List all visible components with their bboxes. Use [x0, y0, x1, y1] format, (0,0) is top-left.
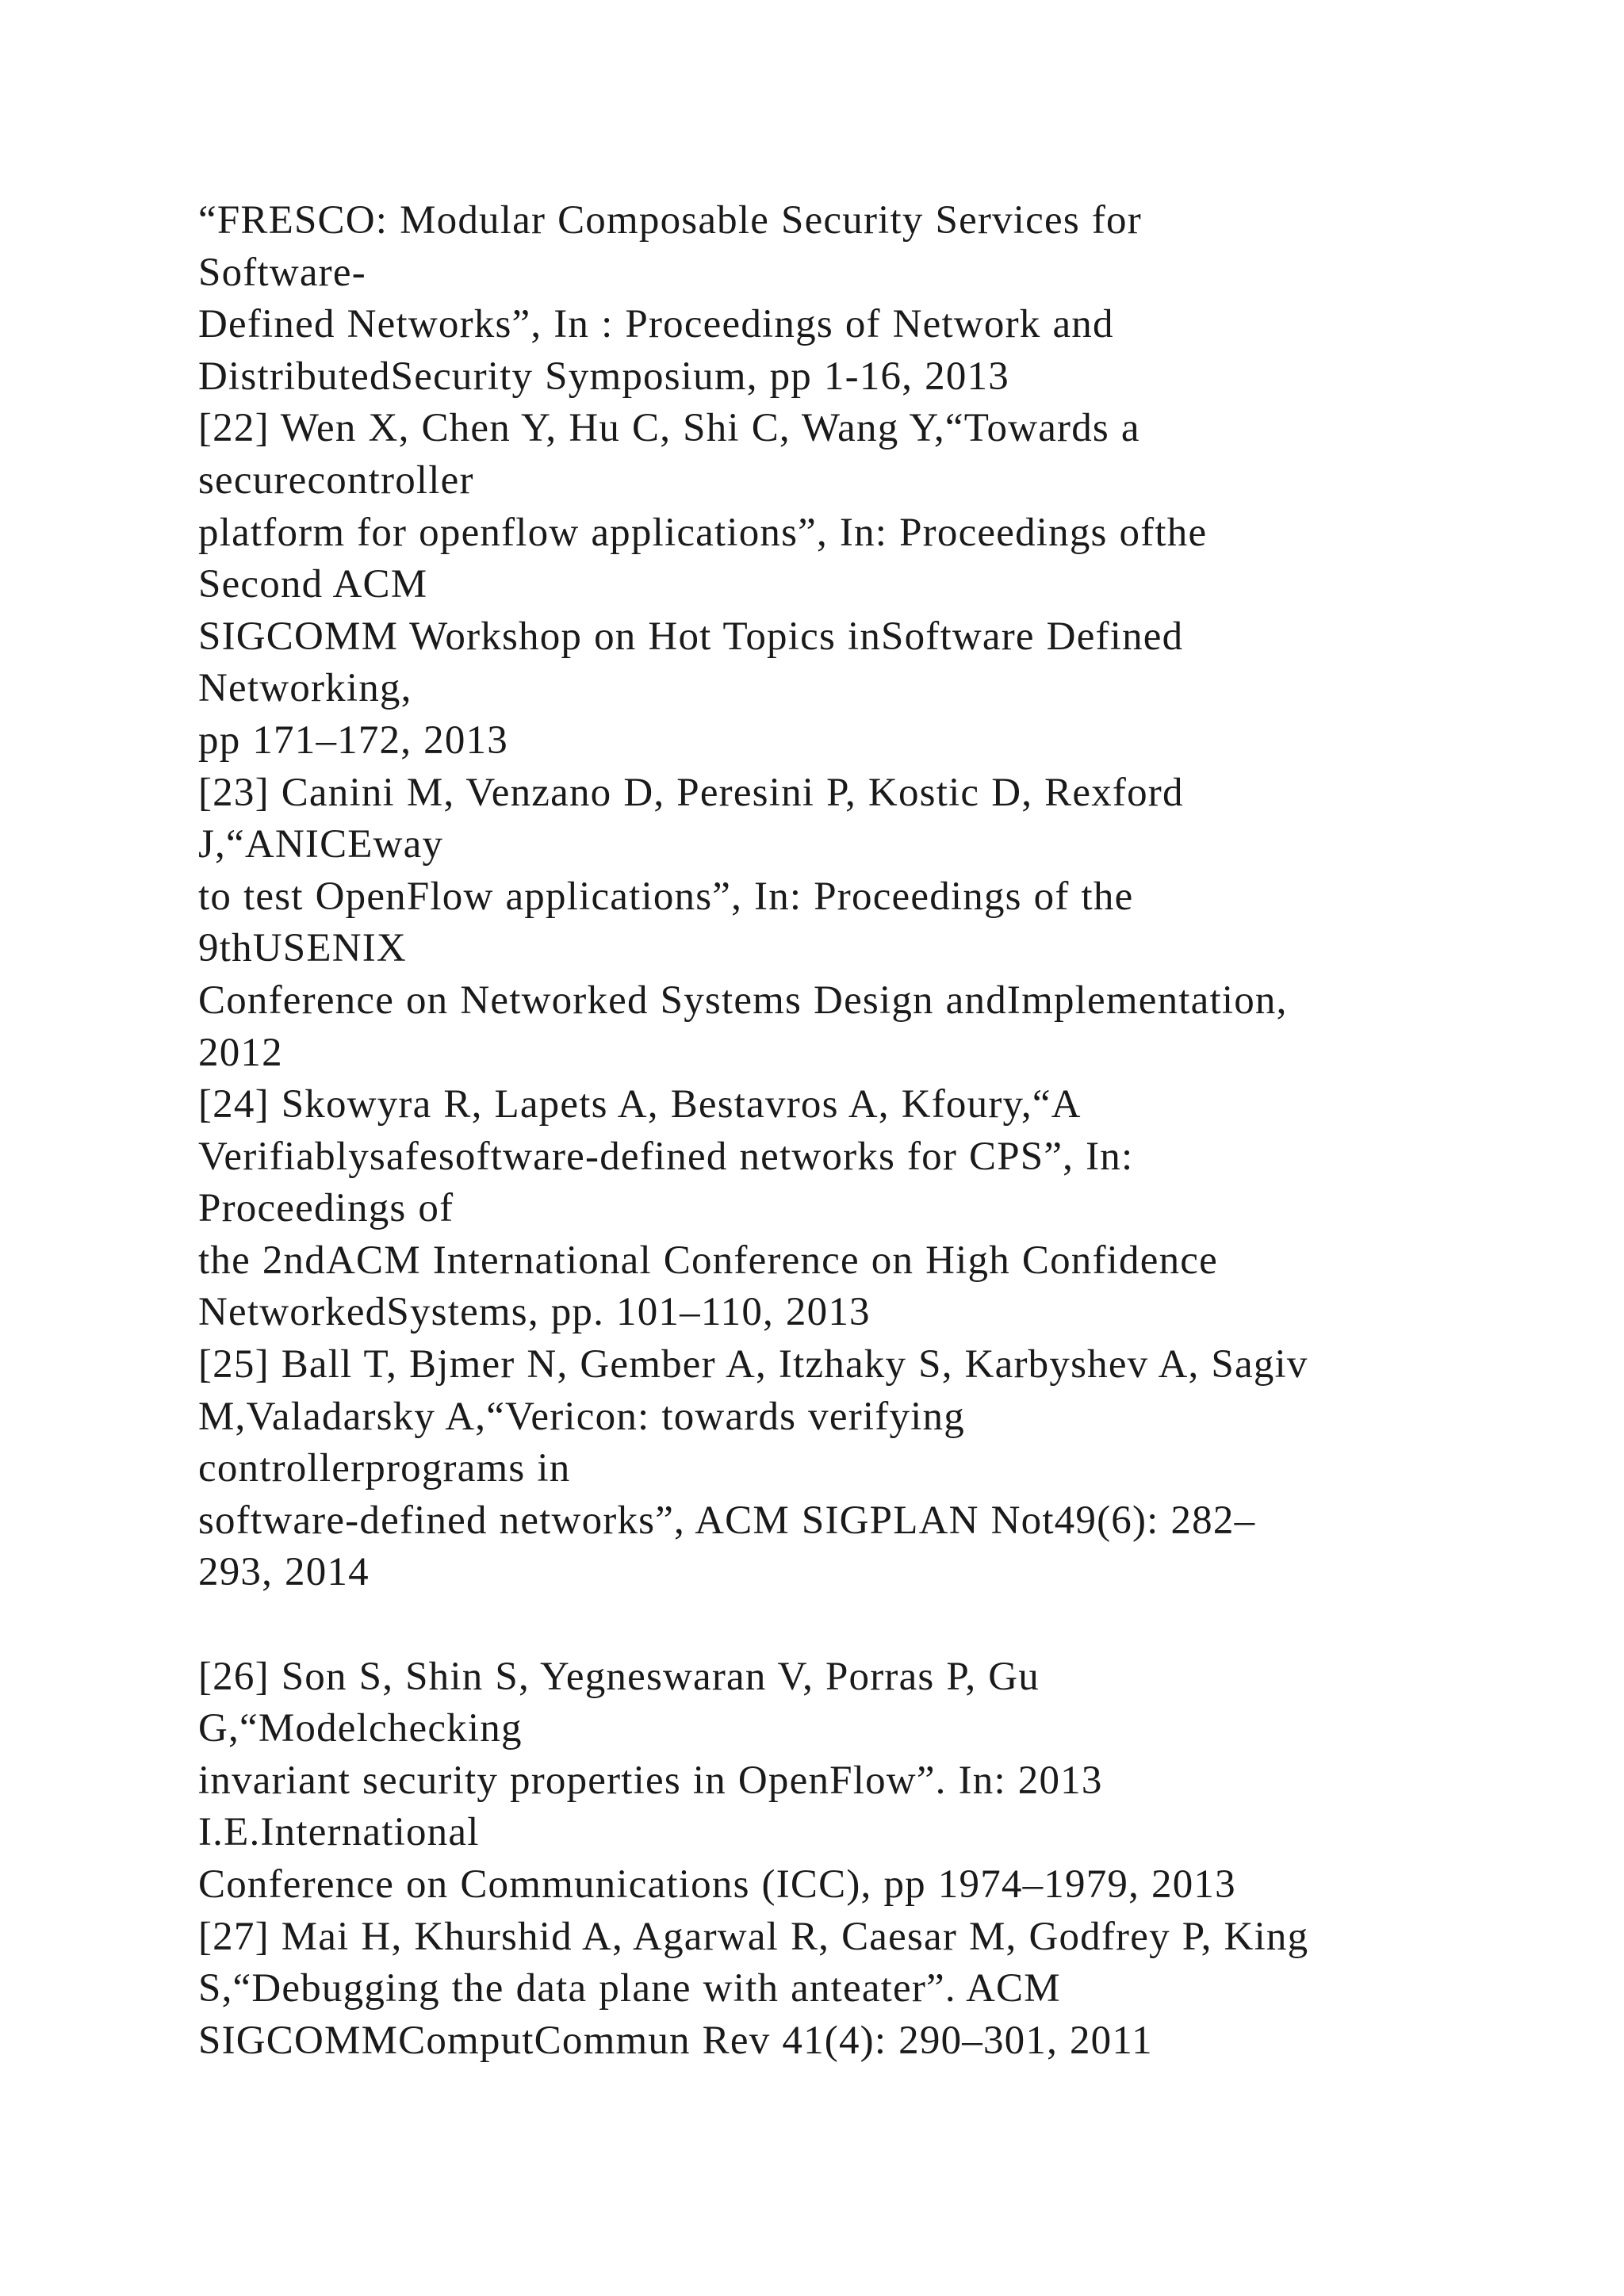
text-line: Software-	[198, 250, 366, 295]
text-line: NetworkedSystems, pp. 101–110, 2013	[198, 1290, 871, 1335]
text-line: platform for openflow applications”, In: Proceedings ofthe	[198, 510, 1208, 555]
text-line: pp 171–172, 2013	[198, 718, 508, 763]
reference-27-line: [27] Mai H, Khurshid A, Agarwal R, Caesar M, Godfrey P, King	[198, 1914, 1309, 1959]
reference-24-line: [24] Skowyra R, Lapets A, Bestavros A, Kfoury,“A	[198, 1082, 1082, 1127]
text-line: Proceedings of	[198, 1186, 454, 1231]
text-line: G,“Modelchecking	[198, 1706, 523, 1751]
text-line: SIGCOMM Workshop on Hot Topics inSoftware Defined	[198, 614, 1184, 659]
text-line: controllerprograms in	[198, 1446, 571, 1491]
text-line: 2012	[198, 1030, 283, 1075]
text-line: Conference on Communications (ICC), pp 1974–1979, 2013	[198, 1862, 1236, 1907]
text-line: to test OpenFlow applications”, In: Proceedings of the	[198, 874, 1134, 919]
text-line: Second ACM	[198, 562, 428, 607]
text-line: SIGCOMMComputCommun Rev 41(4): 290–301, 2011	[198, 2018, 1153, 2063]
text-line: Defined Networks”, In : Proceedings of Network and	[198, 302, 1114, 347]
text-line: DistributedSecurity Symposium, pp 1-16, 2013	[198, 354, 1009, 399]
text-line: “FRESCO: Modular Composable Security Services for	[198, 198, 1142, 243]
text-line: 293, 2014	[198, 1550, 370, 1595]
text-line: J,“ANICEway	[198, 822, 444, 867]
reference-23-line: [23] Canini M, Venzano D, Peresini P, Kostic D, Rexford	[198, 770, 1184, 815]
text-line: securecontroller	[198, 457, 474, 503]
text-line: Conference on Networked Systems Design andImplementation,	[198, 978, 1288, 1023]
text-line: software-defined networks”, ACM SIGPLAN Not49(6): 282–	[198, 1498, 1256, 1543]
text-line: I.E.International	[198, 1810, 480, 1855]
reference-25-line: [25] Ball T, Bjmer N, Gember A, Itzhaky S, Karbyshev A, Sagiv	[198, 1342, 1308, 1387]
text-line: Networking,	[198, 666, 412, 711]
reference-26-line: [26] Son S, Shin S, Yegneswaran V, Porras P, Gu	[198, 1654, 1040, 1699]
text-line: M,Valadarsky A,“Vericon: towards verifying	[198, 1394, 965, 1439]
references-text	[198, 195, 1562, 2067]
text-line: invariant security properties in OpenFlow”. In: 2013	[198, 1758, 1103, 1803]
text-line: the 2ndACM International Conference on High Confidence	[198, 1238, 1218, 1283]
text-line: 9thUSENIX	[198, 926, 407, 971]
text-line: S,“Debugging the data plane with anteater”. ACM	[198, 1966, 1061, 2011]
blank-line	[198, 1599, 1562, 1651]
reference-22-line: [22] Wen X, Chen Y, Hu C, Shi C, Wang Y,“Towards a	[198, 406, 1140, 451]
text-line: Verifiablysafesoftware-defined networks for CPS”, In:	[198, 1134, 1134, 1179]
